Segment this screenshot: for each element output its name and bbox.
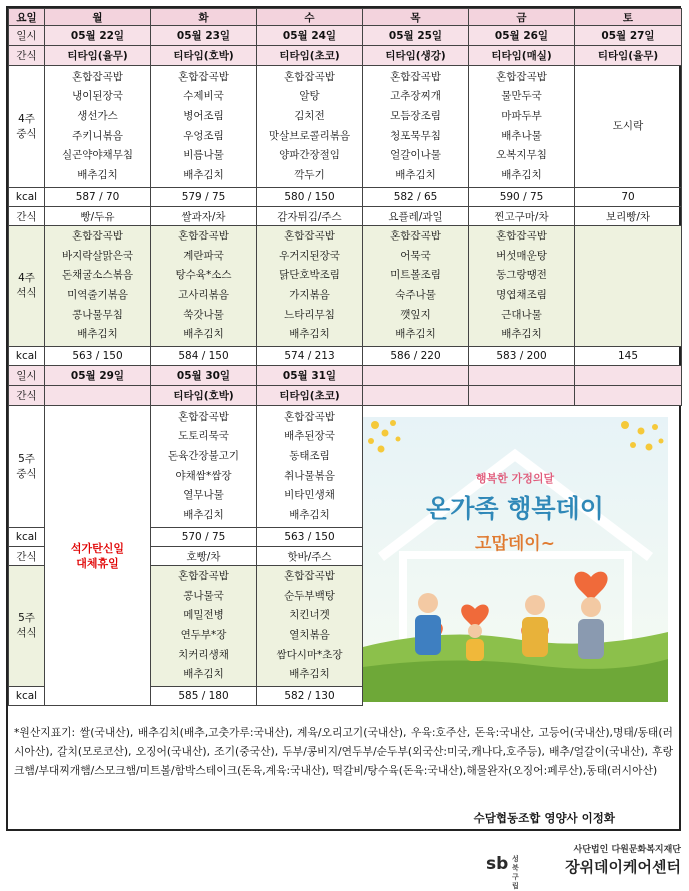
day-fri: 금 — [469, 9, 575, 26]
kcal-value: 582 / 65 — [363, 188, 469, 207]
menu-item: 숙주나물 — [395, 289, 436, 301]
origin-note: *원산지표기: 쌀(국내산), 배추김치(배추,고춧가루:국내산), 계육/오리고기(국내산), 우육:호주산, 돈육:국내산, 고등어(국내산),명태/동태(러시아산), 갈치(모로코산), 오징어(국내산), 조기(중국산), 두부/콩비지/연두부/순두부(외국산:미국,캐나다,호주등), 배추/얼갈이(국내산), 후랑크햄/부대찌개햄/스모크햄/미트볼/함박스테이크(돈육,계육:국내산), 떡갈비/탕수육(돈육:국내산),해물완자(오징어:페루산),동태(러시아산) — [14, 726, 673, 777]
menu-item: 얼갈이나물 — [390, 149, 441, 162]
menu-item: 메밀전병 — [183, 609, 224, 622]
menu-item: 콩나물국 — [183, 589, 224, 602]
menu-item: 배추김치 — [289, 328, 330, 341]
menu-item: 배추김치 — [77, 328, 118, 341]
day-mon: 월 — [45, 9, 151, 26]
menu-item: 양파간장절임 — [279, 149, 340, 162]
dietitian-signature: 수담협동조합 영양사 이정화 — [473, 811, 615, 825]
menu-item: 동그랑땡전 — [496, 269, 547, 282]
menu-item: 배추김치 — [395, 328, 436, 341]
menu-item: 배추김치 — [183, 508, 224, 521]
snack-item: 호빵/차 — [151, 547, 257, 566]
menu-item: 고사리볶음 — [178, 289, 229, 301]
center-name: 장위데이케어센터 — [565, 858, 681, 876]
snack-item: 요플레/과일 — [363, 207, 469, 226]
menu-item: 배추김치 — [77, 168, 118, 181]
menu-item: 청포묵무침 — [390, 129, 441, 142]
menu-item: 배추김치 — [183, 328, 224, 341]
kcal-value: 70 — [575, 188, 682, 207]
menu-item: 우엉조림 — [183, 129, 224, 142]
menu-item: 쌈다시마*초장 — [276, 648, 343, 661]
day-label: 요일 — [9, 9, 45, 26]
menu-item: 배추김치 — [183, 168, 224, 181]
snack-item: 보리빵/차 — [575, 207, 682, 226]
menu-item: 가지볶음 — [289, 289, 330, 301]
menu-item: 혼합잡곡밥 — [178, 570, 229, 583]
kcal-value: 580 / 150 — [257, 188, 363, 207]
menu-item: 치커리생채 — [178, 648, 229, 661]
date-empty — [469, 366, 575, 386]
dinner-label — [9, 226, 45, 347]
menu-item: 배추된장국 — [284, 430, 335, 443]
kcal-value: 563 / 150 — [257, 528, 363, 547]
dinner-cell — [469, 226, 575, 347]
snack-item: 티타임(초코) — [257, 386, 363, 406]
menu-item: 우거지된장국 — [279, 249, 340, 262]
menu-item: 병어조림 — [183, 109, 224, 122]
snack-item: 티타임(생강) — [363, 46, 469, 66]
menu-item: 혼합잡곡밥 — [178, 230, 229, 243]
menu-item: 맛살브로콜리볶음 — [268, 129, 351, 142]
kcal-value: 579 / 75 — [151, 188, 257, 207]
date: 05월 23일 — [151, 26, 257, 46]
dinner-label — [9, 566, 45, 687]
date-empty — [575, 366, 682, 386]
menu-item: 느타리무침 — [284, 308, 335, 321]
menu-item: 치킨너겟 — [289, 609, 330, 622]
lunch-cell — [151, 406, 257, 528]
snack-label: 간식 — [9, 547, 45, 566]
menu-item: 고추장찌개 — [390, 90, 441, 103]
menu-item: 혼합잡곡밥 — [178, 70, 229, 83]
menu-item: 돈육간장불고기 — [167, 449, 239, 462]
menu-item: 배추김치 — [501, 328, 542, 341]
kcal-label: kcal — [9, 188, 45, 207]
menu-item: 배추김치 — [395, 168, 436, 181]
poster-tagline: 행복한 가정의달 — [475, 472, 555, 485]
menu-item: 미트볼조림 — [390, 269, 441, 282]
date-empty — [363, 366, 469, 386]
lunch-cell — [257, 406, 363, 528]
day-wed: 수 — [257, 9, 363, 26]
dinner-cell — [257, 226, 363, 347]
snack-label: 간식 — [9, 207, 45, 226]
snack-label: 간식 — [9, 46, 45, 66]
menu-item: 깻잎지 — [400, 308, 431, 321]
menu-item: 배추김치 — [289, 668, 330, 681]
menu-item: 비름나물 — [183, 149, 224, 162]
lunch-label-text: 4주 중식 — [16, 112, 37, 140]
menu-item: 모듬장조림 — [390, 109, 441, 122]
snack-item: 감자튀김/주스 — [257, 207, 363, 226]
poster-title: 온가족 행복데이 — [426, 494, 604, 523]
menu-item: 혼합잡곡밥 — [284, 570, 335, 583]
dinner-label-text: 5주 석식 — [16, 612, 37, 639]
snack-item: 빵/두유 — [45, 207, 151, 226]
date: 05월 26일 — [469, 26, 575, 46]
menu-item: 생선가스 — [77, 109, 118, 122]
kcal-value: 590 / 75 — [469, 188, 575, 207]
menu-item: 오복지무침 — [496, 149, 547, 162]
snack-item: 찐고구마/차 — [469, 207, 575, 226]
menu-item: 배추김치 — [183, 668, 224, 681]
kcal-label: kcal — [9, 687, 45, 706]
menu-item: 김치전 — [294, 109, 325, 122]
date: 05월 24일 — [257, 26, 363, 46]
lunch-cell — [469, 66, 575, 188]
menu-item: 탕수육*소스 — [175, 269, 232, 282]
kcal-value: 574 / 213 — [257, 347, 363, 366]
menu-item: 취나물볶음 — [284, 469, 335, 482]
lunch-cell — [363, 66, 469, 188]
menu-item: 혼합잡곡밥 — [72, 70, 123, 83]
menu-item: 실곤약야채무침 — [61, 149, 133, 162]
menu-item: 바지락살맑은국 — [61, 249, 133, 262]
menu-item: 물만두국 — [501, 90, 542, 103]
lunch-cell — [257, 66, 363, 188]
snack-item: 핫바/주스 — [257, 547, 363, 566]
dinner-cell — [257, 566, 363, 687]
date: 05월 30일 — [151, 366, 257, 386]
menu-item: 주키니볶음 — [72, 129, 123, 142]
menu-item: 근대나물 — [501, 308, 542, 321]
menu-item: 쑥갓나물 — [183, 308, 224, 321]
menu-item: 콩나물무침 — [72, 308, 123, 321]
kcal-value: 587 / 70 — [45, 188, 151, 207]
lunch-cell — [575, 66, 682, 188]
poster-subtitle: 고맙데이~ — [475, 534, 555, 554]
menu-item: 배추김치 — [501, 168, 542, 181]
holiday-text: 석가탄신일 대체휴일 — [70, 541, 125, 570]
menu-item: 알탕 — [299, 90, 320, 103]
dinner-cell — [151, 566, 257, 687]
menu-item: 도토리묵국 — [178, 430, 229, 443]
center-logo — [486, 854, 524, 890]
menu-item: 깍두기 — [294, 168, 325, 181]
snack-empty — [575, 386, 682, 406]
notes-section — [8, 715, 679, 829]
menu-item: 혼합잡곡밥 — [178, 410, 229, 423]
day-thu: 목 — [363, 9, 469, 26]
family-day-poster — [363, 417, 668, 702]
menu-item: 혼합잡곡밥 — [284, 410, 335, 423]
menu-item: 비타민생채 — [284, 489, 335, 502]
kcal-value: 582 / 130 — [257, 687, 363, 706]
snack-item: 티타임(매실) — [469, 46, 575, 66]
menu-item: 버섯매운탕 — [496, 249, 547, 262]
kcal-value: 584 / 150 — [151, 347, 257, 366]
lunch-label — [9, 66, 45, 188]
kcal-label: kcal — [9, 347, 45, 366]
date-label: 일시 — [9, 366, 45, 386]
lunch-cell — [151, 66, 257, 188]
menu-item: 계란파국 — [183, 249, 224, 262]
menu-item: 어묵국 — [400, 249, 431, 262]
holiday-cell — [45, 406, 151, 706]
snack-empty — [45, 386, 151, 406]
snack-empty — [469, 386, 575, 406]
menu-item: 혼합잡곡밥 — [390, 230, 441, 243]
lunch-label-text: 5주 중식 — [16, 452, 37, 480]
snack-item: 티타임(초코) — [257, 46, 363, 66]
menu-item: 수제비국 — [183, 90, 224, 103]
kcal-value: 563 / 150 — [45, 347, 151, 366]
dinner-cell — [575, 226, 682, 347]
kcal-value: 585 / 180 — [151, 687, 257, 706]
kcal-value: 583 / 200 — [469, 347, 575, 366]
menu-item: 냉이된장국 — [72, 90, 123, 103]
foundation-name: 사단법인 다원문화복지재단 — [573, 845, 681, 855]
kcal-label: kcal — [9, 528, 45, 547]
dinner-cell — [151, 226, 257, 347]
day-sat: 토 — [575, 9, 682, 26]
snack-item: 쌀과자/차 — [151, 207, 257, 226]
date: 05월 25일 — [363, 26, 469, 46]
menu-item: 도시락 — [612, 119, 644, 132]
menu-item: 마파두부 — [501, 109, 542, 122]
menu-item: 열치볶음 — [289, 629, 330, 641]
kcal-value: 570 / 75 — [151, 528, 257, 547]
snack-item: 티타임(율무) — [575, 46, 682, 66]
menu-item: 미역줄기볶음 — [67, 289, 128, 301]
menu-item: 혼합잡곡밥 — [284, 230, 335, 243]
lunch-label — [9, 406, 45, 528]
snack-empty — [363, 386, 469, 406]
snack-item: 티타임(율무) — [45, 46, 151, 66]
menu-item: 혼합잡곡밥 — [390, 70, 441, 83]
date: 05월 31일 — [257, 366, 363, 386]
menu-item: 열무나물 — [183, 489, 224, 502]
date: 05월 27일 — [575, 26, 682, 46]
kcal-value: 145 — [575, 347, 682, 366]
snack-label: 간식 — [9, 386, 45, 406]
menu-item: 동태조림 — [289, 449, 330, 462]
kcal-value: 586 / 220 — [363, 347, 469, 366]
menu-item: 혼합잡곡밥 — [284, 70, 335, 83]
snack-item: 티타임(호박) — [151, 46, 257, 66]
dinner-cell — [363, 226, 469, 347]
date-label: 일시 — [9, 26, 45, 46]
menu-item: 돈채굴소스볶음 — [61, 269, 133, 282]
menu-item: 야채쌈*쌈장 — [175, 469, 232, 482]
menu-item: 배추나물 — [501, 129, 542, 142]
menu-item: 명엽채조림 — [496, 289, 547, 301]
date: 05월 29일 — [45, 366, 151, 386]
date: 05월 22일 — [45, 26, 151, 46]
snack-item: 티타임(호박) — [151, 386, 257, 406]
menu-item: 혼합잡곡밥 — [496, 70, 547, 83]
menu-item: 연두부*장 — [180, 629, 227, 641]
menu-item: 혼합잡곡밥 — [496, 230, 547, 243]
menu-item: 닭단호박조림 — [279, 269, 340, 282]
menu-item: 순두부백탕 — [284, 589, 335, 602]
logo-mark: sb — [486, 854, 509, 874]
menu-item: 배추김치 — [289, 508, 330, 521]
day-tue: 화 — [151, 9, 257, 26]
menu-item: 혼합잡곡밥 — [72, 230, 123, 243]
dinner-label-text: 4주 석식 — [16, 272, 37, 299]
lunch-cell — [45, 66, 151, 188]
district-label: 성북 구립 — [512, 855, 519, 890]
dinner-cell — [45, 226, 151, 347]
